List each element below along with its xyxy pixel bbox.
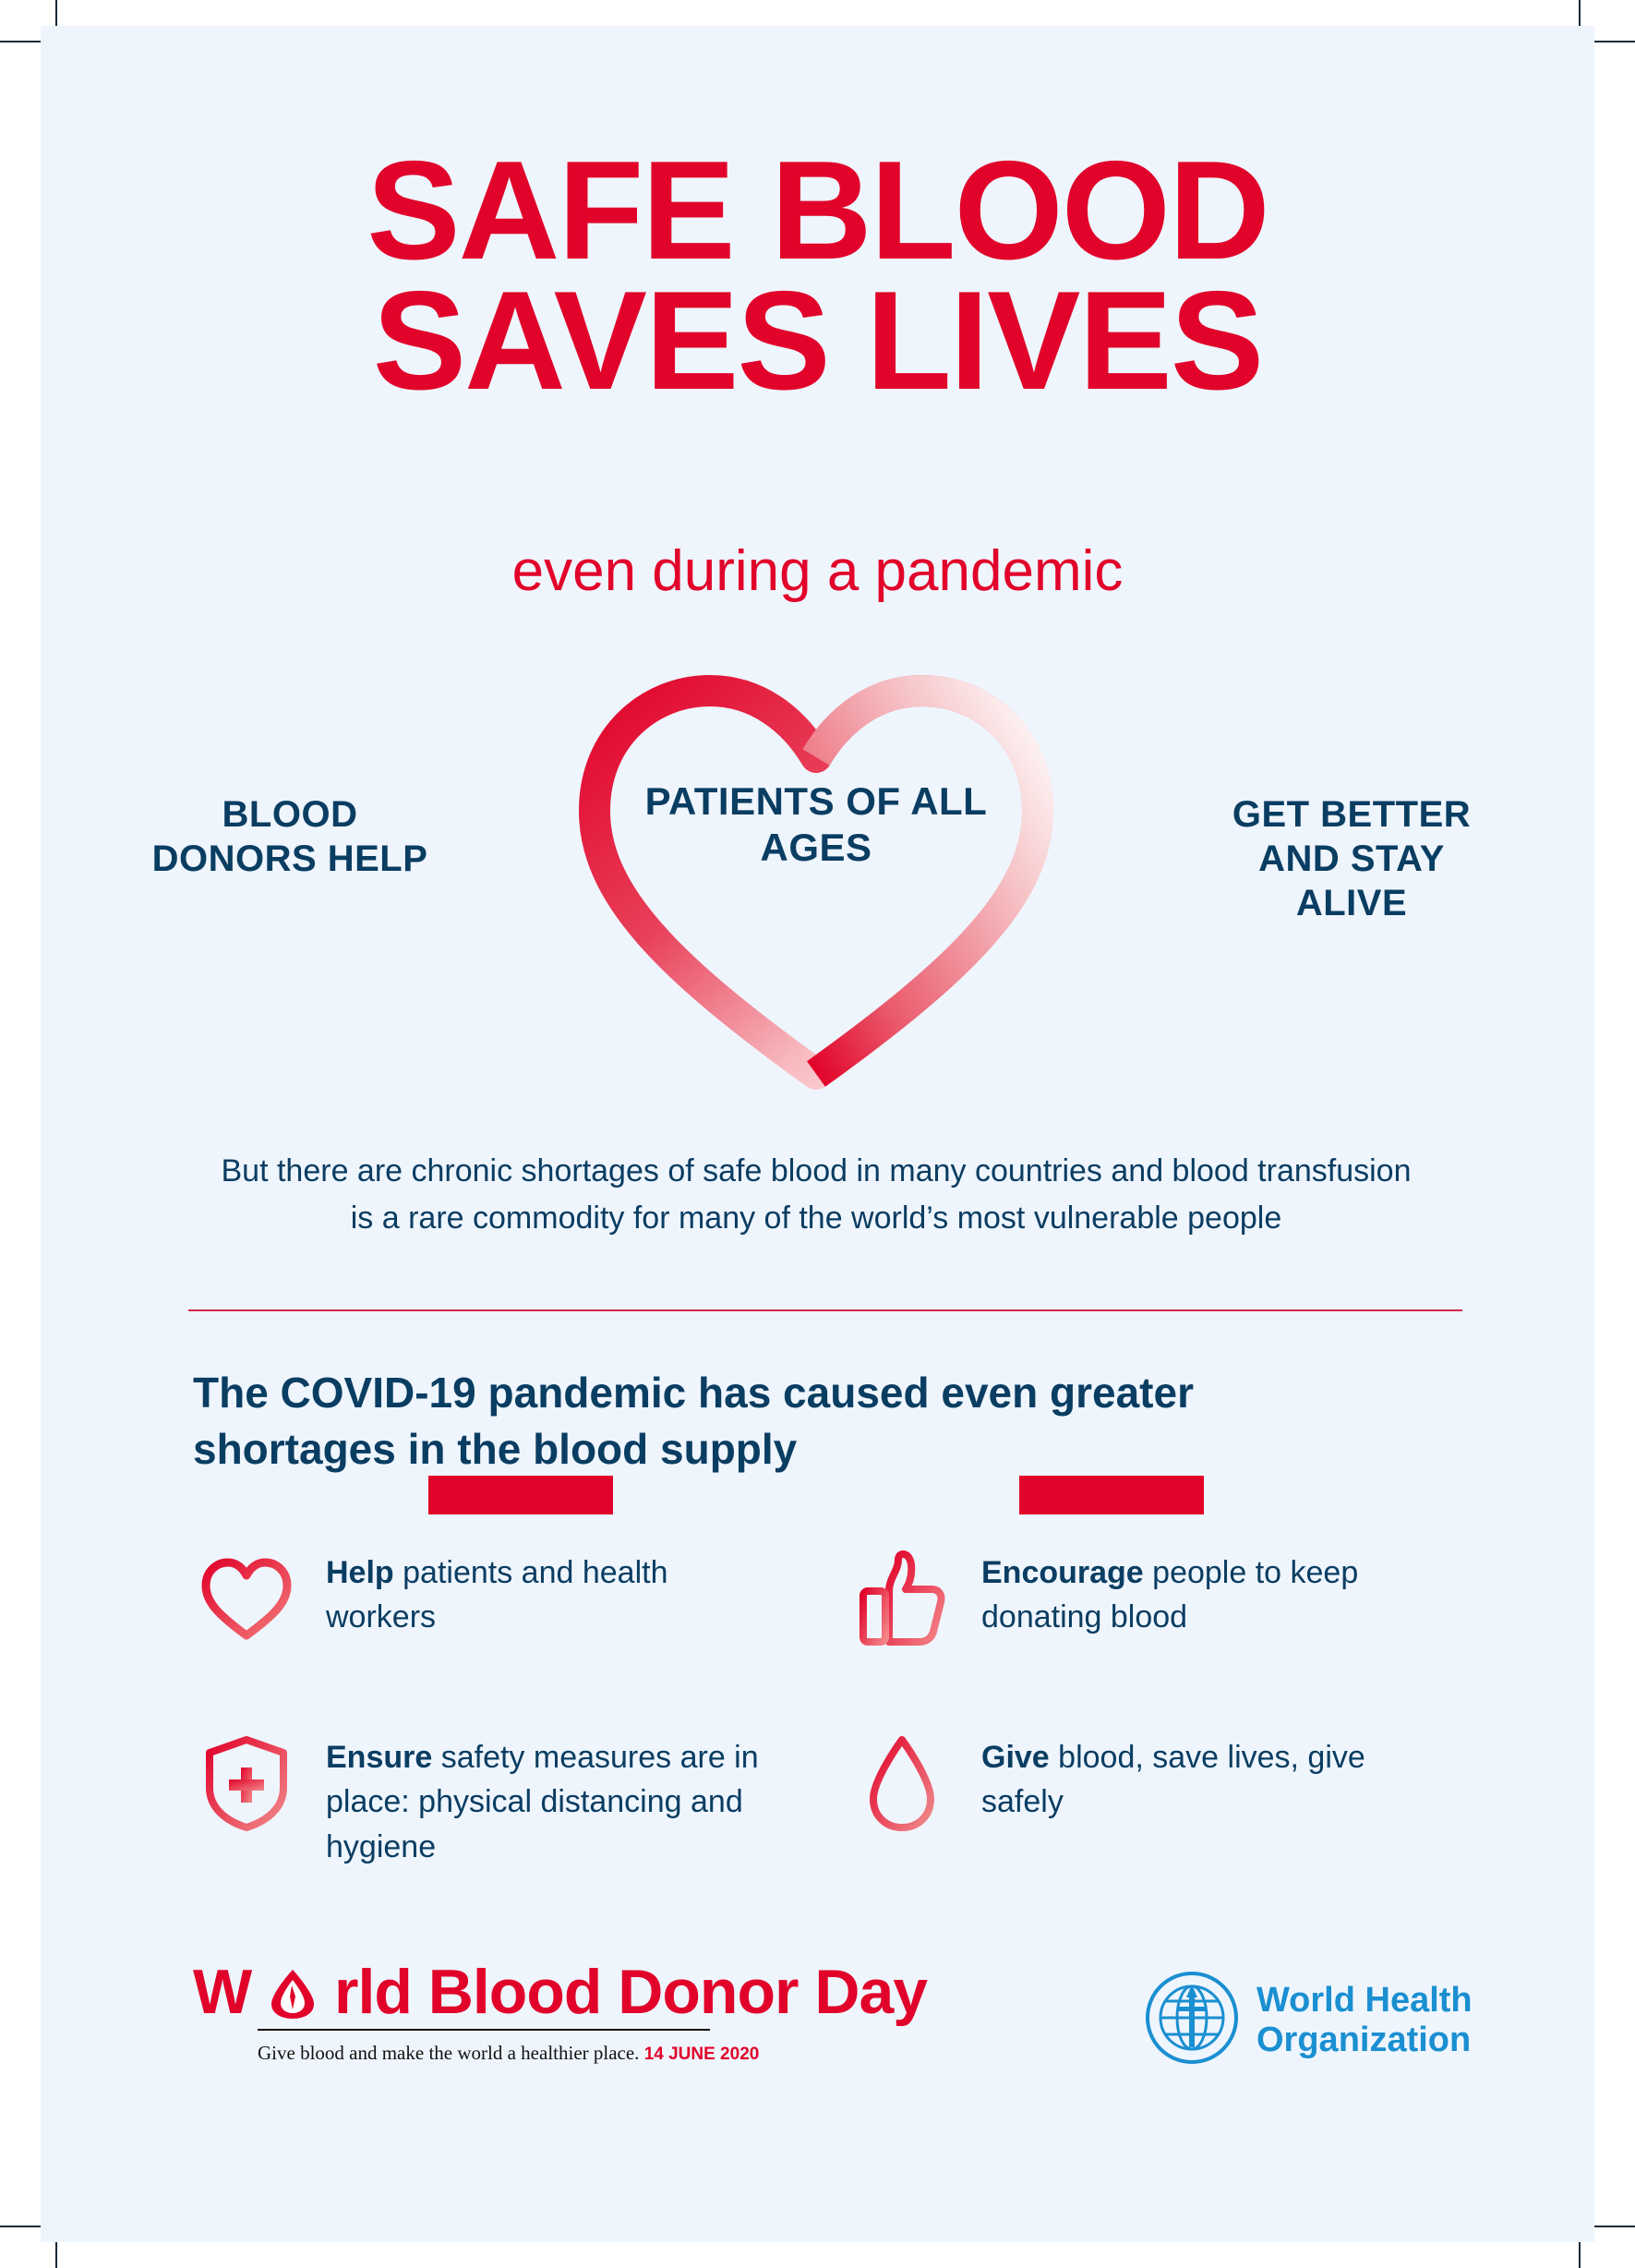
heart-outline-icon [193, 1545, 300, 1652]
campaign-tagline-text: Give blood and make the world a healthier place. [258, 2042, 640, 2064]
headline-line-2: SAVES LIVES [372, 262, 1263, 420]
list-item-bold: Encourage [981, 1555, 1144, 1590]
list-item-bold: Help [326, 1555, 394, 1590]
section-title: The COVID-19 pandemic has caused even greater shortages in the blood supply [193, 1369, 1194, 1473]
shield-plus-icon [193, 1730, 300, 1837]
list-item-rest: safety measures are in place: physical distancing and hygiene [326, 1740, 759, 1864]
crop-mark [0, 2226, 42, 2227]
crop-mark [0, 41, 42, 42]
campaign-title-post: rld Blood Donor Day [334, 1957, 928, 2027]
list-item-rest: blood, save lives, give safely [981, 1740, 1365, 1820]
who-logo [1144, 1970, 1473, 2070]
page-title [41, 132, 1594, 420]
campaign-title-pre: W [193, 1957, 252, 2027]
list-item-bold: Give [981, 1740, 1050, 1775]
list-item-text [326, 1730, 765, 1869]
blood-drop-logo-icon [268, 1967, 318, 2021]
shortage-note: But there are chronic shortages of safe blood in many countries and blood transfusion is a rare commodity for many of the world’s most vulnerable people [221, 1153, 1412, 1236]
subtitle: even during a pandemic [511, 539, 1124, 603]
crop-mark [1593, 2226, 1635, 2227]
connector-bar-right [1019, 1476, 1204, 1514]
headline-line-1: SAFE BLOOD [367, 132, 1268, 289]
blood-drop-icon [848, 1730, 956, 1837]
heart-outline-graphic [558, 654, 1075, 1116]
list-item [848, 1545, 1421, 1652]
list-item-text [981, 1730, 1402, 1825]
connector-bar-left [428, 1476, 613, 1514]
campaign-logo [193, 1957, 928, 2065]
who-line-2: Organization [1256, 2020, 1472, 2059]
campaign-tagline [258, 2042, 839, 2065]
who-wordmark [1256, 1981, 1473, 2059]
campaign-rule [258, 2029, 710, 2031]
heart-label-center: PATIENTS OF ALL AGES [644, 779, 988, 870]
list-item-text [981, 1545, 1421, 1640]
list-item [193, 1730, 765, 1869]
list-item [193, 1545, 747, 1652]
heart-label-right: GET BETTER AND STAY ALIVE [1232, 794, 1472, 923]
poster-canvas [41, 26, 1594, 2242]
list-item-rest: patients and health workers [326, 1555, 668, 1635]
list-item-rest: people to keep donating blood [981, 1555, 1359, 1635]
heart-label-left: BLOOD DONORS HELP [151, 794, 428, 879]
list-item-text [326, 1545, 747, 1640]
divider [188, 1309, 1462, 1311]
campaign-title [193, 1957, 928, 2027]
campaign-date: 14 JUNE 2020 [643, 2045, 760, 2064]
who-emblem-icon [1144, 1970, 1240, 2070]
thumbs-up-icon [848, 1545, 956, 1652]
list-item [848, 1730, 1402, 1837]
list-item-bold: Ensure [326, 1740, 433, 1775]
crop-mark [1593, 41, 1635, 42]
who-line-1: World Health [1256, 1980, 1473, 2020]
